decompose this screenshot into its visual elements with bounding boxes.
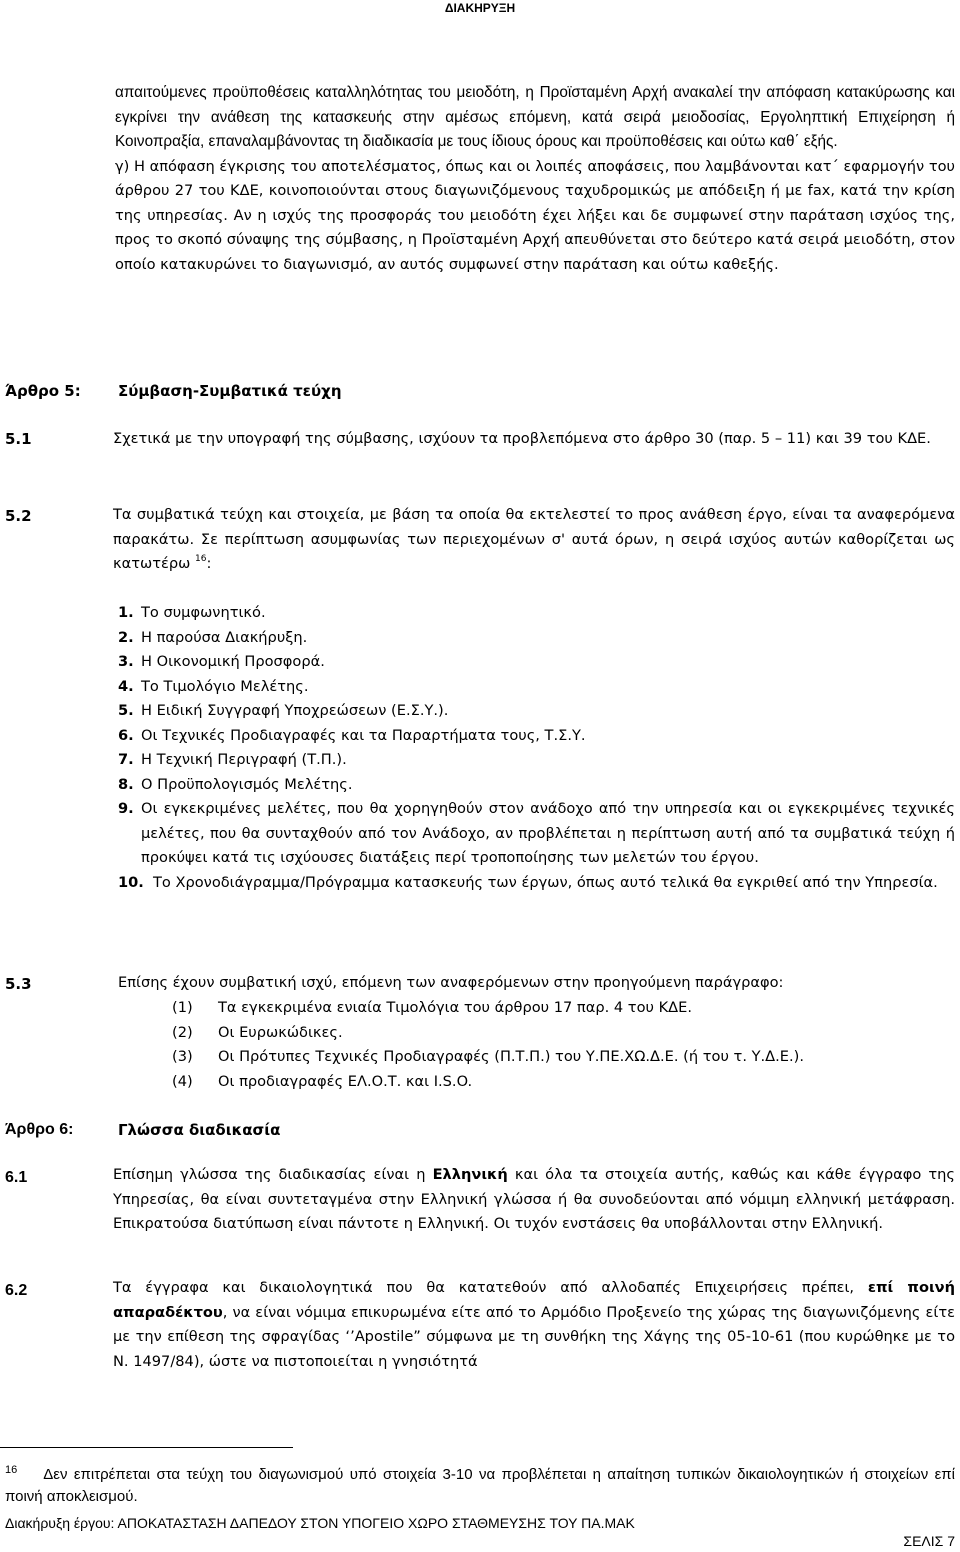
list-item: 7. Η Τεχνική Περιγραφή (Τ.Π.).	[118, 751, 347, 768]
section-5-2-number: 5.2	[5, 507, 32, 525]
list-item: (2) Οι Ευρωκώδικες.	[172, 1023, 343, 1041]
footnote	[5, 1459, 955, 1508]
list-item: 4. Το Τιμολόγιο Μελέτης.	[118, 677, 309, 695]
list-item: 8. Ο Προϋπολογισμός Μελέτης.	[118, 775, 353, 793]
section-6-1-number: 6.1	[5, 1169, 28, 1186]
article-5-label: Άρθρο 5:	[5, 382, 81, 400]
article-6-title: Γλώσσα διαδικασία	[118, 1121, 281, 1139]
footnote-mark: 16	[5, 1464, 18, 1476]
list-item: 3. Η Οικονομική Προσφορά.	[118, 653, 325, 670]
article-5-title: Σύμβαση-Συμβατικά τεύχη	[118, 382, 342, 400]
section-6-1-text: Επίσημη γλώσσα της διαδικασίας είναι η Ελληνική και όλα τα στοιχεία αυτής, καθώς και κάθε έγγραφο της Υπηρεσίας, θα είναι συντεταγμένα στην Ελληνική γλώσσα ή θα συνοδεύονται από νόμιμη ελληνική μετάφραση. Επικρατούσα διατύπωση είναι πάντοτε η Ελληνική. Οι τυχόν ενστάσεις θα υποβάλλονται στην Ελληνική.	[113, 1166, 955, 1232]
list-item: 9. Οι εγκεκριμένες μελέτες, που θα χορηγηθούν στον ανάδοχο από την υπηρεσία και οι εγκεκριμένες τεχνικές μελέτες, που θα συνταχθούν από τον Ανάδοχο, αν προβλέπεται η περίπτωση αυτή από τα συμβατικά τεύχη ή προκύψει κατά τις ισχύουσες διατάξεις περί τροποποίησης των μελετών του έργου.	[118, 800, 955, 866]
page-header: ΔΙΑΚΗΡΥΞΗ	[444, 1, 516, 15]
intro-text	[115, 81, 955, 277]
list-item: (4) Οι προδιαγραφές ΕΛ.Ο.Τ. και I.S.O.	[172, 1072, 473, 1090]
section-5-3-number: 5.3	[5, 975, 32, 993]
list-item: (1) Τα εγκεκριμένα ενιαία Τιμολόγια του άρθρου 17 παρ. 4 του ΚΔΕ.	[172, 999, 693, 1016]
list-item: 2. Η παρούσα Διακήρυξη.	[118, 628, 308, 646]
section-5-1-number: 5.1	[5, 430, 32, 448]
footnote-separator	[0, 1447, 293, 1448]
list-item: (3) Οι Πρότυπες Τεχνικές Προδιαγραφές (Π.Τ.Π.) του Υ.ΠΕ.ΧΩ.Δ.Ε. (ή του τ. Υ.Δ.Ε.).	[172, 1048, 804, 1065]
section-6-2-text: Τα έγγραφα και δικαιολογητικά που θα κατατεθούν από αλλοδαπές Επιχειρήσεις πρέπει, επί ποινή απαραδέκτου, να είναι νόμιμα επικυρωμένα είτε από το Αρμόδιο Προξενείο της χώρας της διαγωνιζόμενης είτε με την επίθεση της σφραγίδας ‘’Apostile” σύμφωνα με τη συνθήκη της Χάγης της 05-10-61 (που κυρώθηκε με το Ν. 1497/84), ώστε να πιστοποιείται η γνησιότητά	[113, 1279, 955, 1370]
intro-paragraph-2: γ) Η απόφαση έγκρισης του αποτελέσματος, όπως και οι λοιπές αποφάσεις, που λαμβάνονται κατ΄ εφαρμογήν του άρθρου 27 του ΚΔΕ, κοινοποιούνται στους διαγωνιζόμενους ταχυδρομικώς με απόδειξη ή με fax, κατά την κρίση της υπηρεσίας. Αν η ισχύς της προσφοράς του μειοδότη έχει λήξει και δε συμφωνεί στην παράταση ισχύος της, προς το σκοπό σύναψης της σύμβασης, η Προϊσταμένη Αρχή απευθύνεται στο δεύτερο κατά σειρά μειοδότη, στον οποίο κατακυρώνει το διαγωνισμό, αν αυτός συμφωνεί στην παράταση και ούτω καθεξής.	[115, 157, 955, 273]
article-6-label: Άρθρο 6:	[5, 1121, 74, 1138]
list-item: 10. Το Χρονοδιάγραμμα/Πρόγραμμα κατασκευής των έργων, όπως αυτό τελικά θα εγκριθεί από την Υπηρεσία.	[118, 873, 938, 891]
footnote-text: Δεν επιτρέπεται στα τεύχη του διαγωνισμού υπό στοιχεία 3-10 να προβλέπεται η απαίτηση τυπικών δικαιολογητικών ή στοιχείων επί ποινή αποκλεισμού.	[5, 1466, 955, 1505]
section-6-2-number: 6.2	[5, 1282, 28, 1299]
list-item: 5. Η Ειδική Συγγραφή Υποχρεώσεων (Ε.Σ.Υ.).	[118, 702, 449, 719]
section-5-3-text: Επίσης έχουν συμβατική ισχύ, επόμενη των αναφερόμενων στην προηγούμενη παράγραφο:	[118, 974, 784, 991]
list-item: 1. Το συμφωνητικό.	[118, 604, 266, 621]
footer-project: Διακήρυξη έργου: ΑΠΟΚΑΤΑΣΤΑΣΗ ΔΑΠΕΔΟΥ ΣΤΟΝ ΥΠΟΓΕΙΟ ΧΩΡΟ ΣΤΑΘΜΕΥΣΗΣ ΤΟΥ ΠΑ.ΜΑΚ	[5, 1515, 635, 1531]
footnote-ref[interactable]: 16	[195, 554, 207, 564]
section-5-1-text: Σχετικά με την υπογραφή της σύμβασης, ισχύουν τα προβλεπόμενα στο άρθρο 30 (παρ. 5 – 11) και 39 του ΚΔΕ.	[113, 430, 931, 447]
additional-documents-list	[172, 996, 804, 1094]
section-5-2-text: Τα συμβατικά τεύχη και στοιχεία, με βάση τα οποία θα εκτελεστεί το προς ανάθεση έργο, είναι τα αναφερόμενα παρακάτω. Σε περίπτωση ασυμφωνίας των περιεχομένων σ' αυτά όρων, η σειρά ισχύος αυτών καθορίζεται ως κατωτέρω $^{16}$:	[113, 506, 955, 572]
footer-page-number: ΣΕΛΙΣ 7	[903, 1533, 955, 1549]
contract-documents-list	[118, 601, 955, 895]
list-item: 6. Οι Τεχνικές Προδιαγραφές και τα Παραρτήματα τους, Τ.Σ.Υ.	[118, 726, 586, 744]
intro-paragraph-1: απαιτούμενες προϋποθέσεις καταλληλότητας του μειοδότη, η Προϊσταμένη Αρχή ανακαλεί την απόφαση κατακύρωσης και εγκρίνει την ανάθεση της κατασκευής στην αμέσως επόμενη, κατά σειρά μειοδοσίας, Εργοληπτική Επιχείρηση ή Κοινοπραξία, επαναλαμβάνοντας τη διαδικασία με τους ίδιους όρους και προϋποθέσεις και ούτω καθ΄ εξής.	[115, 84, 955, 150]
